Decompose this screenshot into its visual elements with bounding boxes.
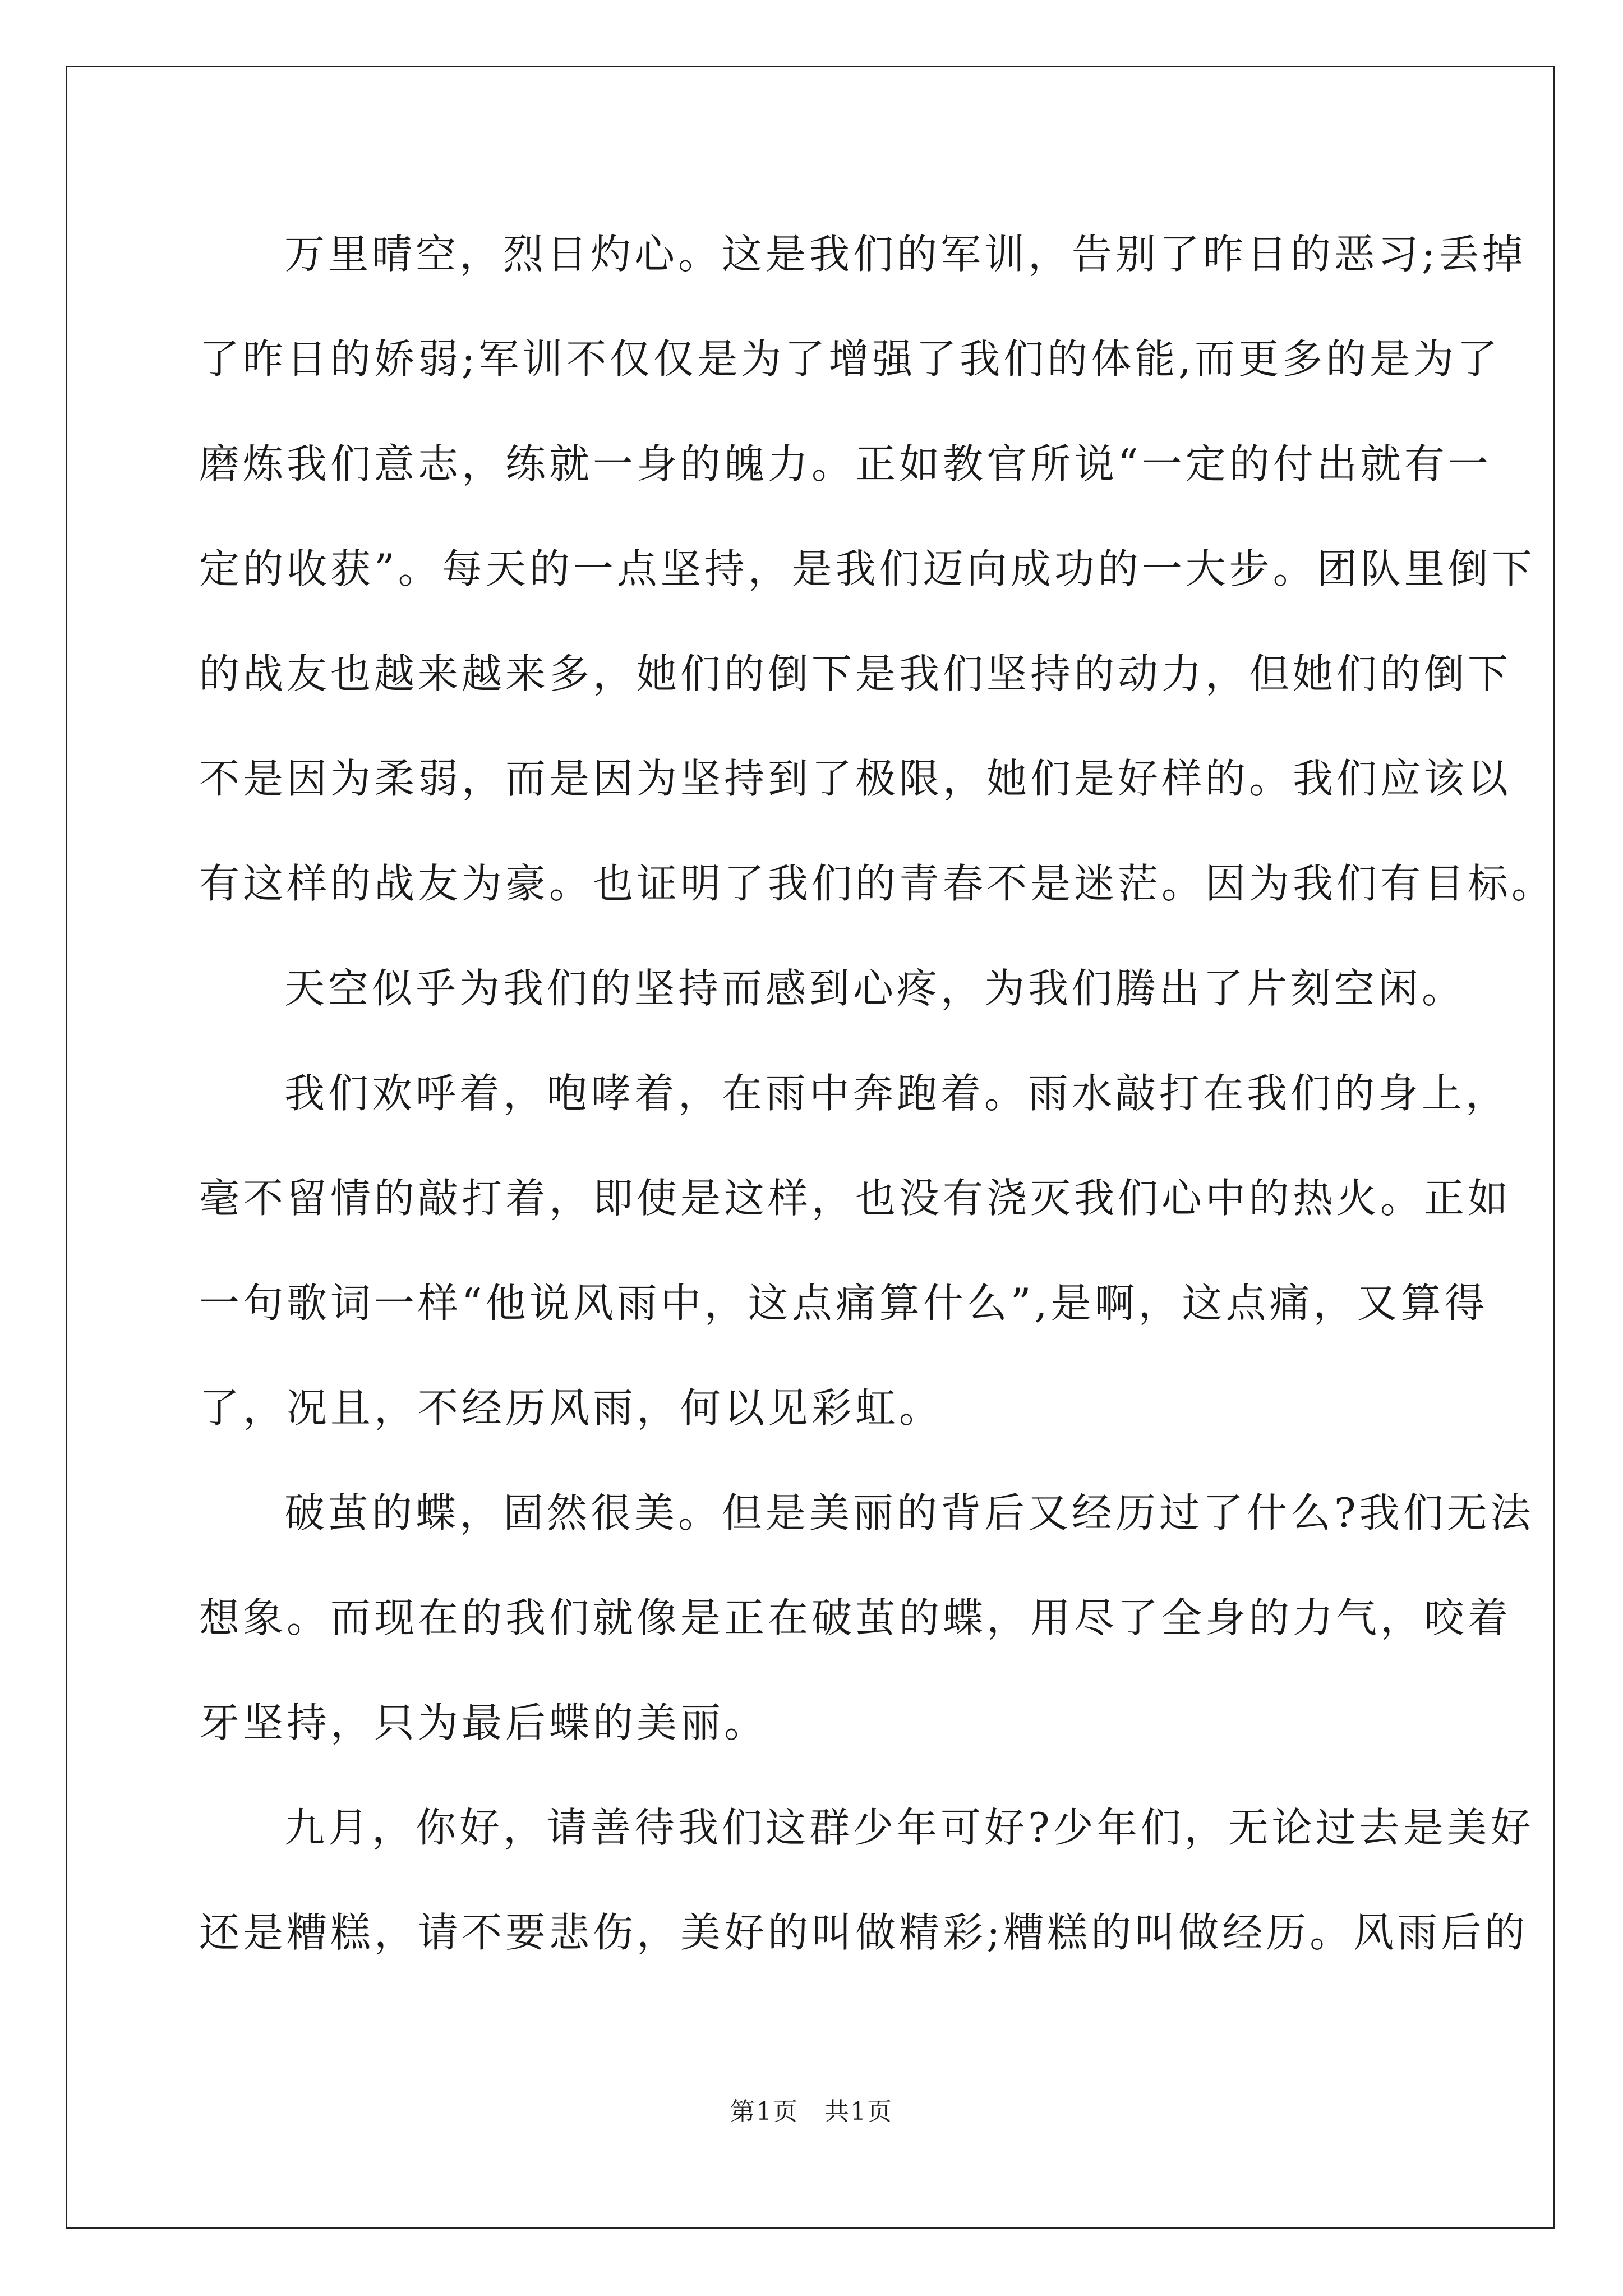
text-line-9: 我们欢呼着，咆哮着，在雨中奔跑着。雨水敲打在我们的身上， [284, 1070, 1510, 1117]
text-line-10: 毫不留情的敲打着，即使是这样，也没有浇灭我们心中的热火。正如 [199, 1175, 1512, 1222]
text-line-4: 定的收获”。每天的一点坚持，是我们迈向成功的一大步。团队里倒下 [199, 545, 1536, 592]
text-line-6: 不是因为柔弱，而是因为坚持到了极限，她们是好样的。我们应该以 [199, 755, 1512, 802]
text-line-12: 了，况且，不经历风雨，何以见彩虹。 [199, 1384, 943, 1432]
document-body [199, 202, 1556, 1985]
text-line-5: 的战友也越来越来多，她们的倒下是我们坚持的动力，但她们的倒下 [199, 650, 1512, 697]
page-footer: 第1页 共1页 [730, 2097, 893, 2126]
text-line-14: 想象。而现在的我们就像是正在破茧的蝶，用尽了全身的力气，咬着 [199, 1594, 1512, 1641]
text-line-16: 九月，你好，请善待我们这群少年可好?少年们，无论过去是美好 [284, 1804, 1534, 1851]
text-line-3: 磨炼我们意志，练就一身的魄力。正如教官所说“一定的付出就有一 [199, 440, 1492, 487]
text-line-15: 牙坚持，只为最后蝶的美丽。 [199, 1699, 768, 1746]
text-line-17: 还是糟糕，请不要悲伤，美好的叫做精彩;糟糕的叫做经历。风雨后的 [199, 1909, 1529, 1956]
text-line-1: 万里晴空，烈日灼心。这是我们的军训，告别了昨日的恶习;丢掉 [284, 231, 1527, 278]
text-line-2: 了昨日的娇弱;军训不仅仅是为了增强了我们的体能,而更多的是为了 [199, 335, 1501, 383]
text-line-8: 天空似乎为我们的坚持而感到心疼，为我们腾出了片刻空闲。 [284, 965, 1466, 1012]
text-line-13: 破茧的蝶，固然很美。但是美丽的背后又经历过了什么?我们无法 [284, 1489, 1534, 1536]
text-line-7: 有这样的战友为豪。也证明了我们的青春不是迷茫。因为我们有目标。 [199, 860, 1556, 907]
text-line-11: 一句歌词一样“他说风雨中，这点痛算什么”,是啊，这点痛，又算得 [199, 1280, 1488, 1327]
